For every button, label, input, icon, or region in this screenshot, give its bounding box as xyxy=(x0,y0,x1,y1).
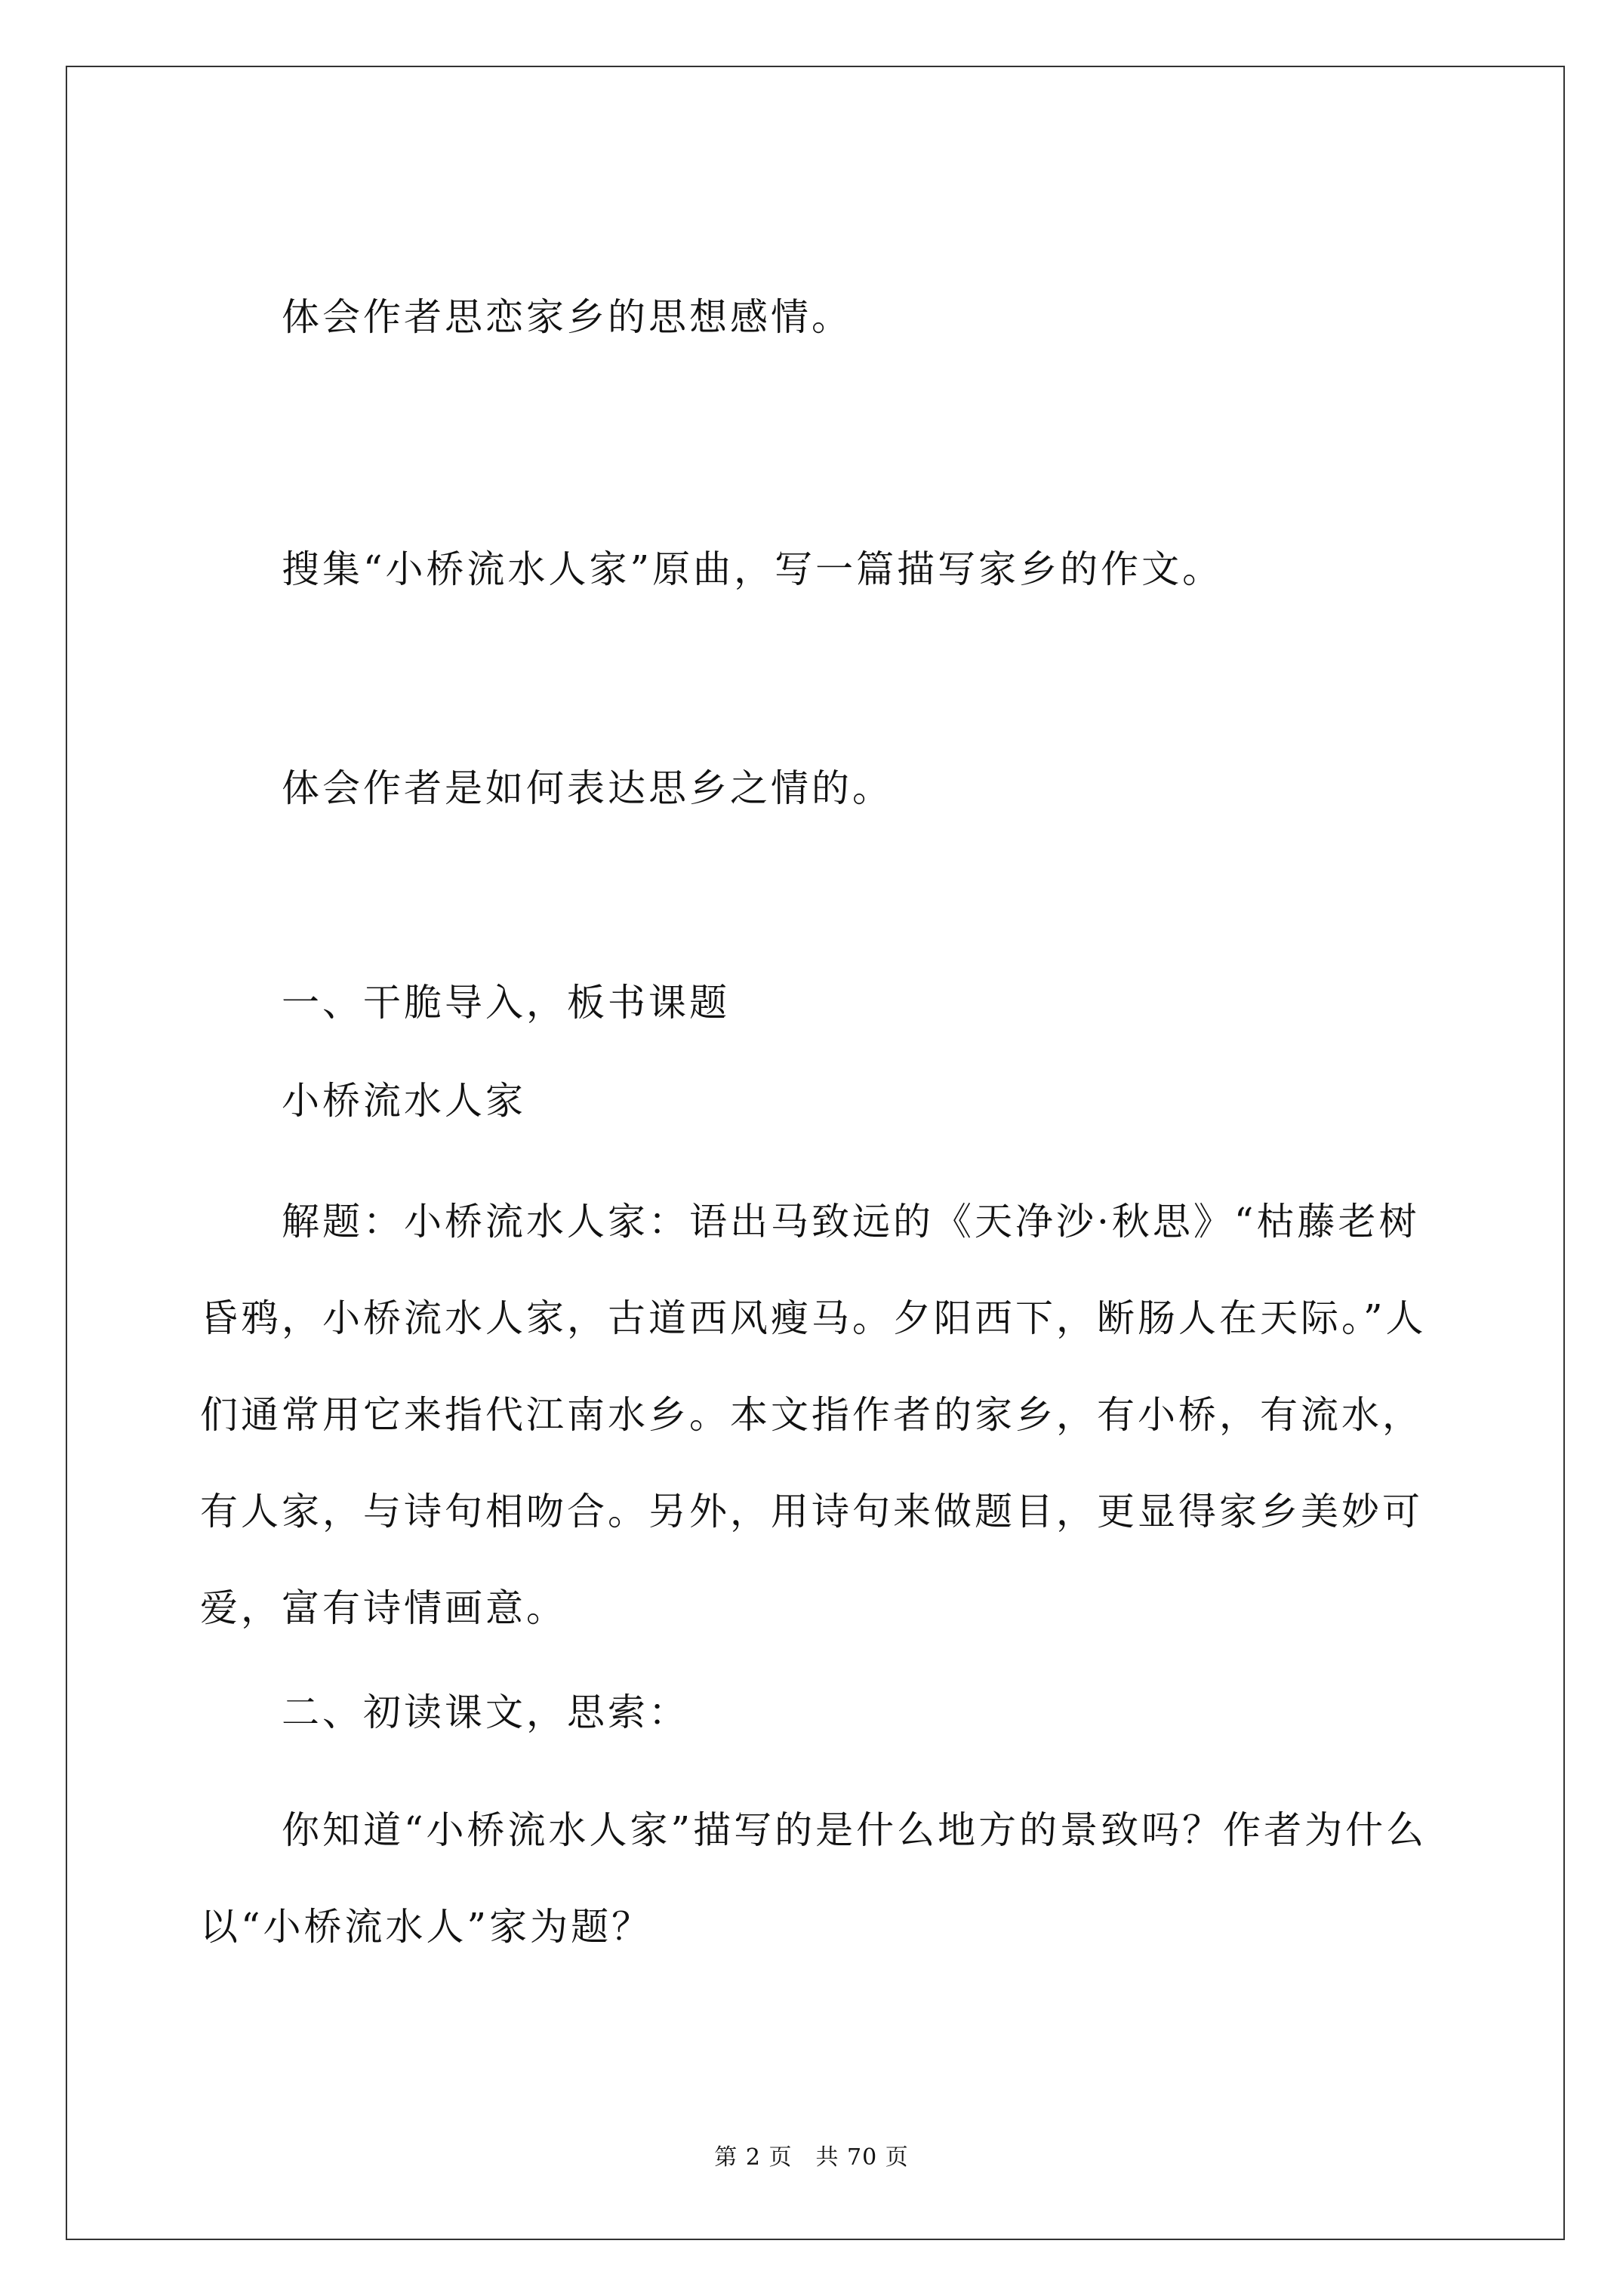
section-heading-2: 二、初读课文，思索： xyxy=(282,1690,689,1734)
paragraph-3: 体会作者是如何表达思乡之情的。 xyxy=(282,766,893,810)
page-number-footer: 第 2 页 共 70 页 xyxy=(714,2144,909,2171)
paragraph-question: 你知道“小桥流水人家”描写的是什么地方的景致吗？作者为什么以“小桥流水人”家为题？ xyxy=(200,1808,1427,1949)
paragraph-1: 体会作者思恋家乡的思想感情。 xyxy=(282,295,852,339)
section-heading-1: 一、干脆导入，板书课题 xyxy=(282,981,730,1025)
paragraph-explanation: 解题：小桥流水人家：语出马致远的《天净沙·秋思》“枯藤老树昏鸦，小桥流水人家，古道西风瘦马。夕阳西下，断肠人在天际。”人们通常用它来指代江南水乡。本文指作者的家乡，有小桥，有流水，有人家，与诗句相吻合。另外，用诗句来做题目，更显得家乡美妙可爱，富有诗情画意。 xyxy=(200,1200,1427,1630)
paragraph-2: 搜集“小桥流水人家”原曲，写一篇描写家乡的作文。 xyxy=(282,547,1224,591)
lesson-title: 小桥流水人家 xyxy=(282,1079,526,1123)
